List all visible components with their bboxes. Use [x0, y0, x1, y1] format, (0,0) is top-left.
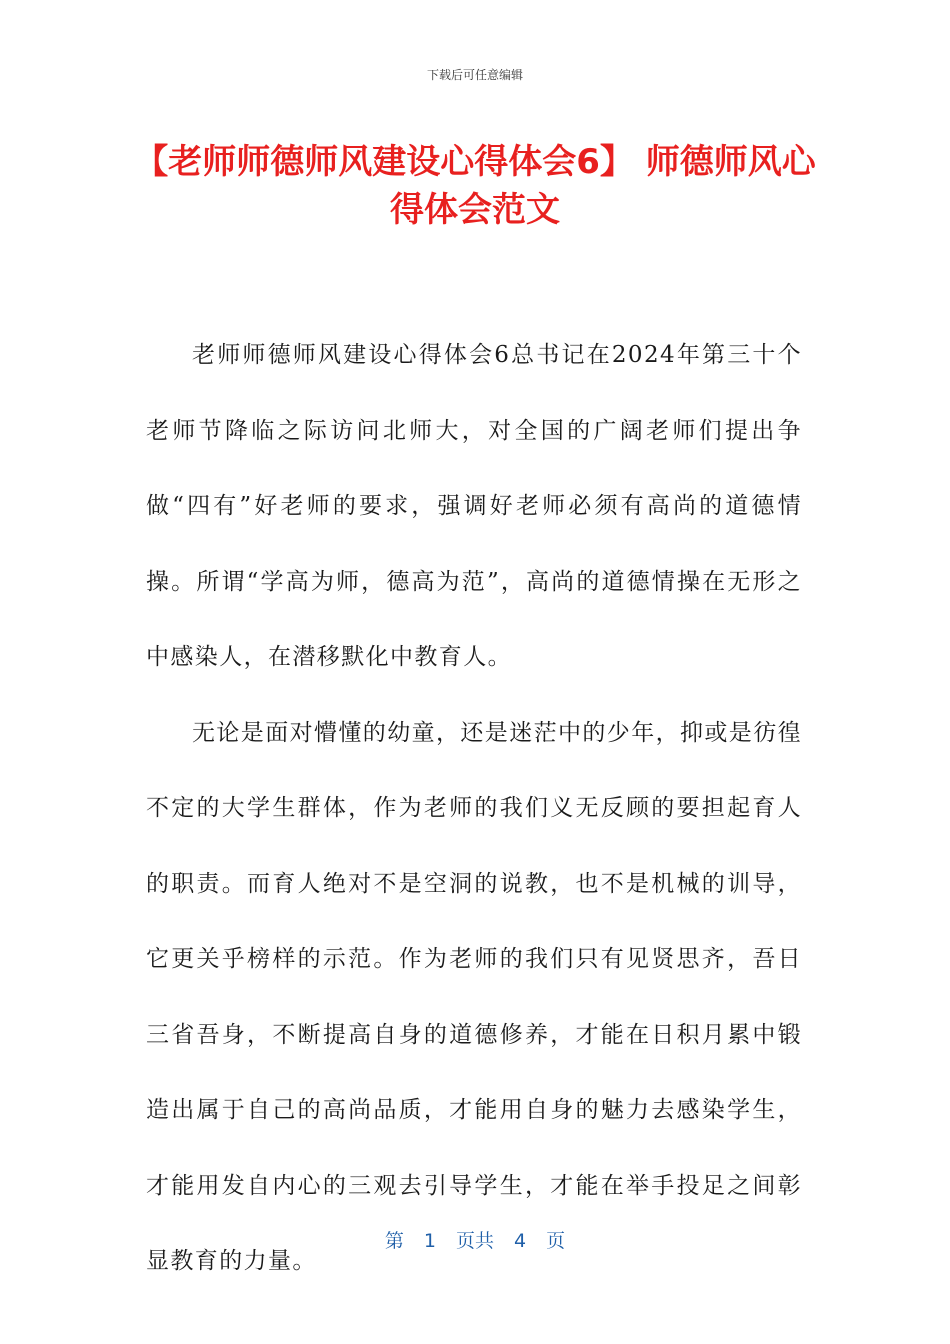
page-label-mid: 页共 [455, 1230, 494, 1252]
page-label-suffix: 页 [546, 1230, 566, 1252]
header-note: 下载后可任意编辑 [426, 68, 523, 82]
page-label-prefix: 第 [384, 1230, 404, 1252]
body-paragraph-1: 老师师德师风建设心得体会6总书记在2024年第三十个老师节降临之际访问北师大，对全国的广阔老师们提出争做“四有”好老师的要求，强调好老师必须有高尚的道德情操。所谓“学高为师，德高为范”，高尚的道德情操在无形之中感染人，在潜移默化中教育人。 [146, 342, 802, 670]
current-page-number: 1 [423, 1230, 436, 1252]
body-paragraph-2: 无论是面对懵懂的幼童，还是迷茫中的少年，抑或是彷徨不定的大学生群体，作为老师的我们义无反顾的要担起育人的职责。而育人绝对不是空洞的说教，也不是机械的训导，它更关乎榜样的示范。作为老师的我们只有见贤思齐，吾日三省吾身，不断提高自身的道德修养，才能在日积月累中锻造出属于自己的高尚品质，才能用自身的魅力去感染学生，才能用发自内心的三观去引导学生，才能在举手投足之间彰显教育的力量。 [146, 719, 802, 1274]
page-number-footer [0, 1226, 950, 1253]
total-pages-number: 4 [514, 1230, 527, 1252]
document-title: 【老师师德师风建设心得体会6】 师德师风心得体会范文 [134, 142, 816, 230]
document-body [146, 318, 802, 1300]
